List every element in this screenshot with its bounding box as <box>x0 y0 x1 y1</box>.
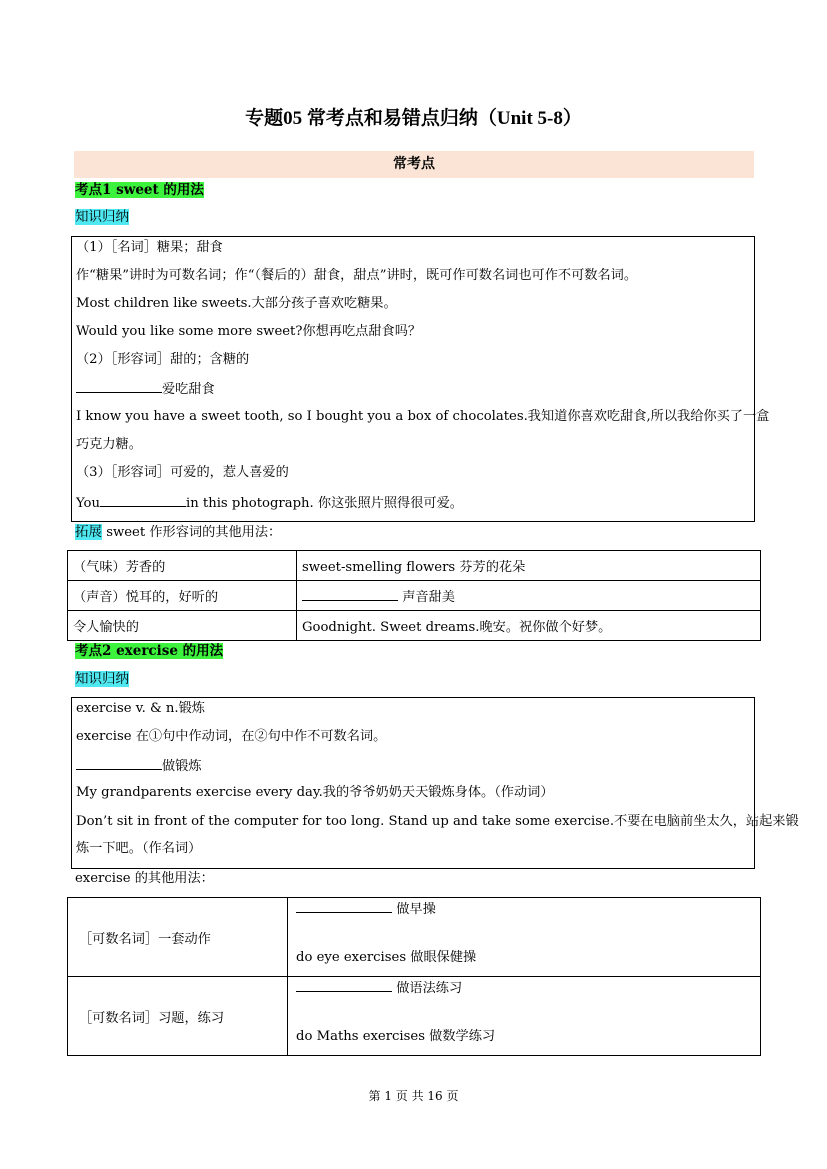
text-line: （3）［形容词］可爱的，惹人喜爱的 <box>76 465 289 480</box>
text-line: 炼一下吧。（作名词） <box>76 841 202 856</box>
extend-text: sweet 作形容词的其他用法： <box>102 525 282 540</box>
point2-heading <box>75 641 223 661</box>
fill-line-text: 爱吃甜食 <box>162 382 215 397</box>
text-line: Don’t sit in front of the computer for too long. Stand up and take some exercise.不要在电脑前坐太久，站起来锻 <box>76 814 799 829</box>
fill-line-text: in this photograph. 你这张照片照得很可爱。 <box>186 496 463 511</box>
table-cell: sweet-smelling flowers 芬芳的花朵 <box>297 551 761 581</box>
exercise-usage-table <box>67 897 761 1056</box>
table-cell: （气味）芳香的 <box>68 551 297 581</box>
text-line: （1）［名词］糖果；甜食 <box>76 240 223 255</box>
table-cell: 令人愉快的 <box>68 611 297 641</box>
answer-blank[interactable] <box>100 492 186 507</box>
point2-knowledge-box <box>71 697 799 869</box>
other-usage-line: exercise 的其他用法： <box>75 871 214 886</box>
table-row <box>68 581 761 611</box>
fill-text: 声音甜美 <box>398 590 455 605</box>
text-line: （2）［形容词］甜的；含糖的 <box>76 352 250 367</box>
answer-blank[interactable] <box>76 755 162 770</box>
text-line: Would you like some more sweet?你想再吃点甜食吗？ <box>76 324 422 339</box>
text-line: My grandparents exercise every day.我的爷爷奶奶天天锻炼身体。（作动词） <box>76 785 554 800</box>
knowledge-label: 知识归纳 <box>75 671 129 687</box>
page-footer: 第 1 页 共 16 页 <box>368 1089 459 1103</box>
table-cell-pair <box>288 898 761 977</box>
fill-line <box>76 492 463 514</box>
table-cell-pair <box>288 977 761 1056</box>
text-line: 作“糖果”讲时为可数名词；作“（餐后的）甜食，甜点”讲时，既可作可数名词也可作不可数名词。 <box>76 268 638 283</box>
table-row <box>68 898 761 977</box>
point1-label-main: 1 sweet 的用法 <box>102 182 204 198</box>
extend-line <box>75 522 281 543</box>
table-cell: （声音）悦耳的，好听的 <box>68 581 297 611</box>
table-row <box>68 611 761 641</box>
answer-blank[interactable] <box>76 378 162 393</box>
answer-blank[interactable] <box>296 898 392 913</box>
text-line: I know you have a sweet tooth, so I bought you a box of chocolates.我知道你喜欢吃甜食,所以我给你买了一盒 <box>76 409 770 424</box>
example-text: do Maths exercises 做数学练习 <box>296 1029 496 1044</box>
fill-line <box>76 378 215 400</box>
point1-knowledge-heading <box>75 207 129 227</box>
point1-heading <box>75 180 204 200</box>
point2-knowledge-heading <box>75 669 129 689</box>
table-row <box>68 977 761 1056</box>
fill-line <box>296 977 752 1000</box>
fill-text: 做早操 <box>392 902 436 917</box>
fill-line <box>76 755 202 777</box>
point2-label-prefix: 考点 <box>75 643 102 659</box>
fill-line-text: 做锻炼 <box>162 759 202 774</box>
table-cell-fill <box>297 581 761 611</box>
text-line: Most children like sweets.大部分孩子喜欢吃糖果。 <box>76 296 397 311</box>
answer-blank[interactable] <box>302 586 398 601</box>
point1-knowledge-box <box>71 236 770 522</box>
sweet-usage-table <box>67 550 761 641</box>
table-cell: Goodnight. Sweet dreams.晚安。祝你做个好梦。 <box>297 611 761 641</box>
section-band: 常考点 <box>74 151 754 178</box>
text-line: 巧克力糖。 <box>76 437 142 452</box>
point1-label-prefix: 考点 <box>75 182 102 198</box>
fill-line-prefix: You <box>76 496 100 511</box>
table-cell: ［可数名词］一套动作 <box>68 898 288 977</box>
text-line: exercise v. & n.锻炼 <box>76 701 205 716</box>
text-line: exercise 在①句中作动词，在②句中作不可数名词。 <box>76 729 387 744</box>
extend-label: 拓展 <box>75 524 102 540</box>
answer-blank[interactable] <box>296 977 392 992</box>
table-row <box>68 551 761 581</box>
fill-line <box>296 898 752 921</box>
example-text: do eye exercises 做眼保健操 <box>296 950 477 965</box>
fill-text: 做语法练习 <box>392 981 463 996</box>
point2-label-main: 2 exercise 的用法 <box>102 643 224 659</box>
page-title: 专题05 常考点和易错点归纳（Unit 5-8） <box>245 108 582 129</box>
knowledge-label: 知识归纳 <box>75 209 129 225</box>
table-cell: ［可数名词］习题，练习 <box>68 977 288 1056</box>
